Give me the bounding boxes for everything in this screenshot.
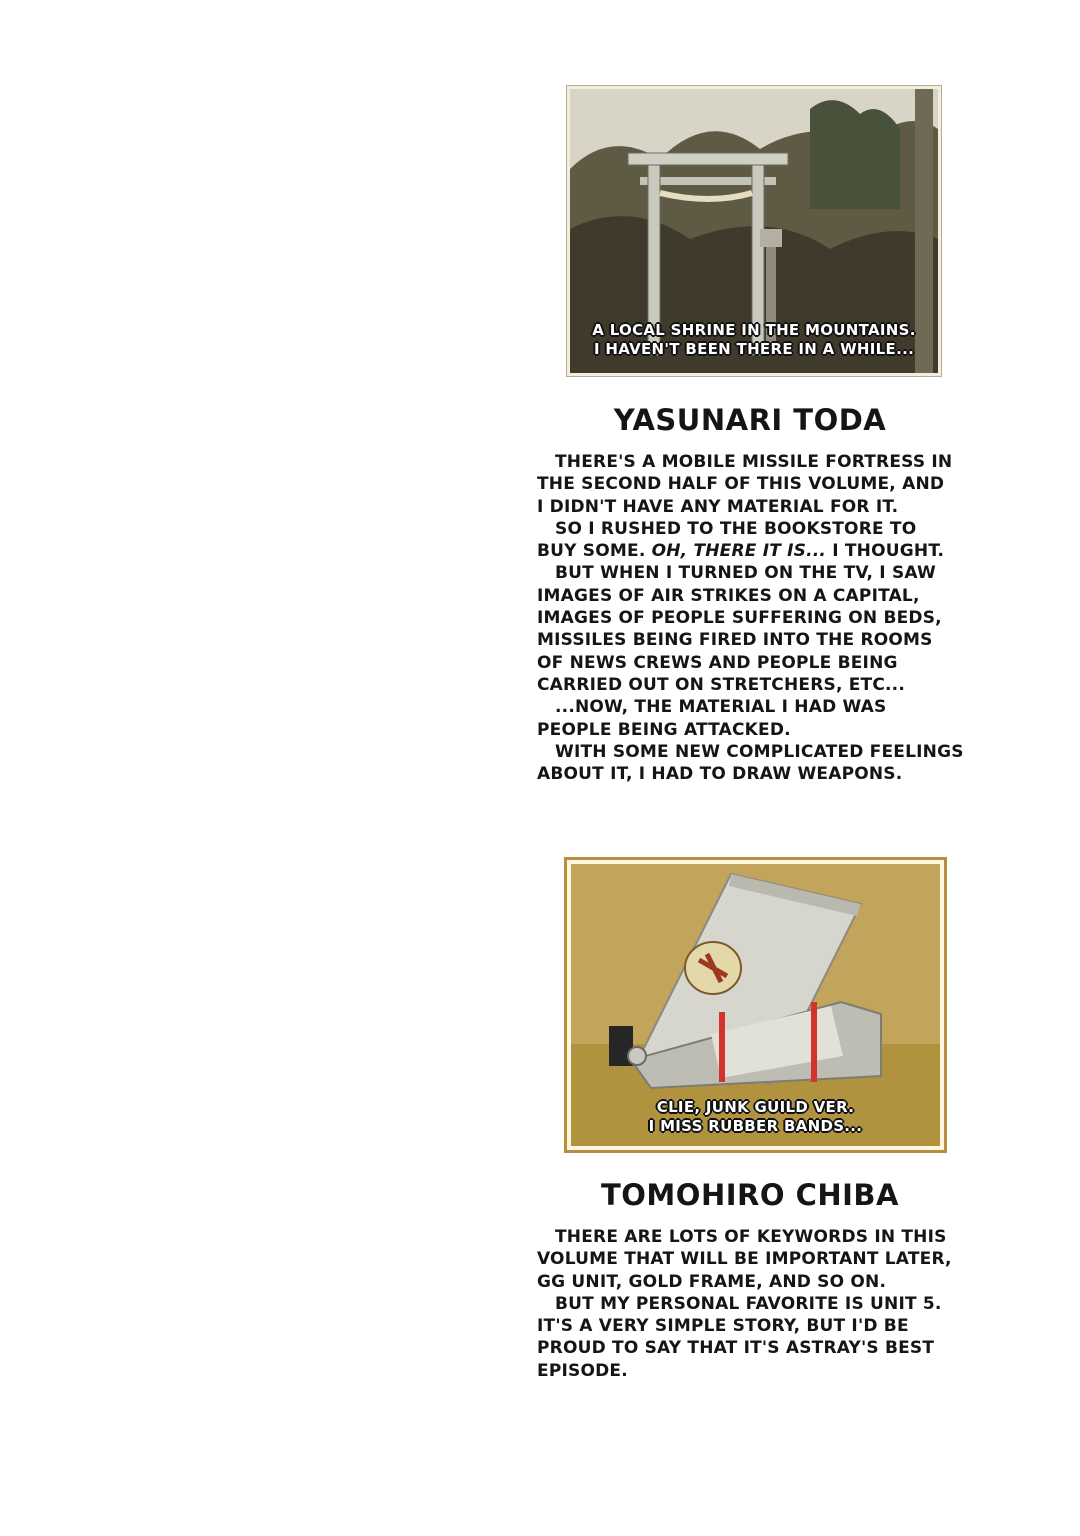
caption-line: A LOCAL SHRINE IN THE MOUNTAINS. bbox=[592, 321, 916, 339]
shrine-photo-caption bbox=[570, 321, 938, 359]
clie-photo-caption bbox=[571, 1098, 940, 1136]
toda-commentary bbox=[537, 451, 964, 785]
text-line: PEOPLE BEING ATTACKED. bbox=[537, 719, 791, 740]
text-line: CARRIED OUT ON STRETCHERS, ETC... bbox=[537, 674, 905, 695]
text-line: BUT WHEN I TURNED ON THE TV, I SAW bbox=[555, 563, 936, 584]
text-fragment: BUY SOME. bbox=[537, 541, 652, 562]
text-line: EPISODE. bbox=[537, 1360, 628, 1381]
caption-line: CLIE, JUNK GUILD VER. bbox=[656, 1098, 855, 1116]
clie-photo bbox=[567, 860, 944, 1150]
text-line: THERE ARE LOTS OF KEYWORDS IN THIS bbox=[555, 1227, 947, 1247]
shrine-photo bbox=[567, 86, 941, 376]
text-line: IT'S A VERY SIMPLE STORY, BUT I'D BE bbox=[537, 1316, 909, 1337]
text-line: VOLUME THAT WILL BE IMPORTANT LATER, bbox=[537, 1249, 952, 1270]
chiba-commentary bbox=[537, 1226, 952, 1382]
text-line bbox=[537, 540, 964, 562]
text-line: WITH SOME NEW COMPLICATED FEELINGS bbox=[555, 741, 964, 762]
text-line: ABOUT IT, I HAD TO DRAW WEAPONS. bbox=[537, 764, 903, 785]
text-line: PROUD TO SAY THAT IT'S ASTRAY'S BEST bbox=[537, 1338, 935, 1359]
text-line: I DIDN'T HAVE ANY MATERIAL FOR IT. bbox=[537, 496, 899, 517]
author-heading-chiba: TOMOHIRO CHIBA bbox=[601, 1178, 899, 1212]
author-heading-toda: YASUNARI TODA bbox=[613, 403, 887, 437]
text-line: THE SECOND HALF OF THIS VOLUME, AND bbox=[537, 474, 945, 495]
text-line: GG UNIT, GOLD FRAME, AND SO ON. bbox=[537, 1271, 887, 1292]
text-fragment: I THOUGHT. bbox=[826, 541, 945, 562]
caption-line: I MISS RUBBER BANDS... bbox=[648, 1117, 863, 1135]
text-line: OF NEWS CREWS AND PEOPLE BEING bbox=[537, 652, 898, 673]
italic-thought: OH, THERE IT IS... bbox=[651, 541, 827, 562]
text-line: ...NOW, THE MATERIAL I HAD WAS bbox=[555, 697, 887, 718]
text-line: THERE'S A MOBILE MISSILE FORTRESS IN bbox=[555, 452, 953, 472]
text-line: IMAGES OF PEOPLE SUFFERING ON BEDS, bbox=[537, 608, 942, 629]
text-line: MISSILES BEING FIRED INTO THE ROOMS bbox=[537, 630, 933, 651]
text-line: BUT MY PERSONAL FAVORITE IS UNIT 5. bbox=[555, 1293, 942, 1314]
text-line: SO I RUSHED TO THE BOOKSTORE TO bbox=[555, 518, 917, 539]
text-line: IMAGES OF AIR STRIKES ON A CAPITAL, bbox=[537, 585, 920, 606]
caption-line: I HAVEN'T BEEN THERE IN A WHILE... bbox=[593, 340, 915, 358]
